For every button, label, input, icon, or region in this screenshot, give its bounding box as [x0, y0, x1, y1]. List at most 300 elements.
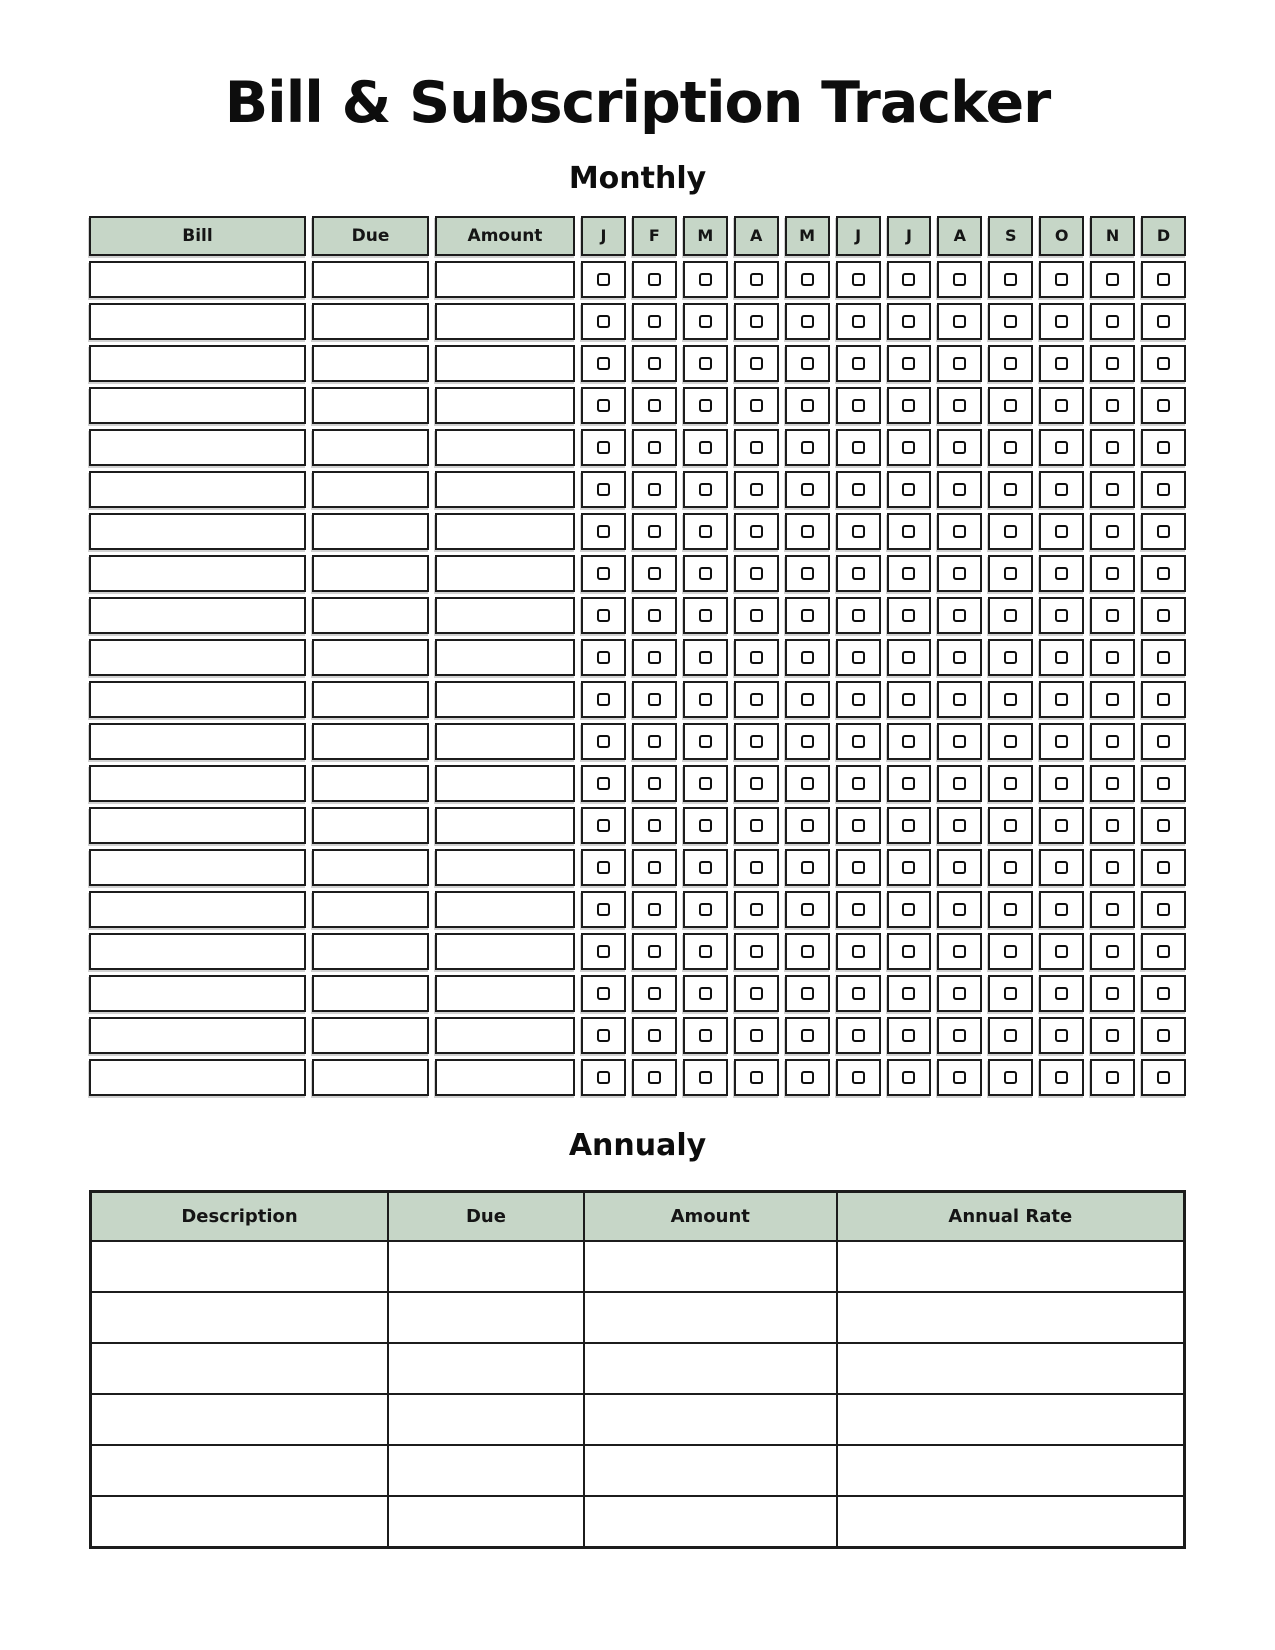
checkbox-icon[interactable] [699, 987, 712, 1000]
amount-cell[interactable] [435, 597, 575, 634]
checkbox-icon[interactable] [1055, 399, 1068, 412]
checkbox-icon[interactable] [648, 777, 661, 790]
checkbox-icon[interactable] [1157, 693, 1170, 706]
checkbox-icon[interactable] [1055, 315, 1068, 328]
annual-due-cell[interactable] [388, 1496, 584, 1547]
checkbox-icon[interactable] [801, 609, 814, 622]
checkbox-icon[interactable] [801, 273, 814, 286]
checkbox-icon[interactable] [902, 1071, 915, 1084]
annual-due-cell[interactable] [388, 1343, 584, 1394]
due-cell[interactable] [312, 723, 429, 760]
checkbox-icon[interactable] [953, 819, 966, 832]
checkbox-icon[interactable] [801, 567, 814, 580]
checkbox-icon[interactable] [852, 273, 865, 286]
annual-description-cell[interactable] [91, 1343, 389, 1394]
annual-due-cell[interactable] [388, 1394, 584, 1445]
checkbox-icon[interactable] [699, 1029, 712, 1042]
checkbox-icon[interactable] [750, 1071, 763, 1084]
due-cell[interactable] [312, 975, 429, 1012]
checkbox-icon[interactable] [1157, 861, 1170, 874]
checkbox-icon[interactable] [1106, 357, 1119, 370]
checkbox-icon[interactable] [1004, 945, 1017, 958]
checkbox-icon[interactable] [1157, 735, 1170, 748]
checkbox-icon[interactable] [1055, 651, 1068, 664]
checkbox-icon[interactable] [852, 357, 865, 370]
checkbox-icon[interactable] [648, 273, 661, 286]
checkbox-icon[interactable] [648, 483, 661, 496]
annual-description-cell[interactable] [91, 1394, 389, 1445]
amount-cell[interactable] [435, 681, 575, 718]
checkbox-icon[interactable] [902, 903, 915, 916]
checkbox-icon[interactable] [597, 441, 610, 454]
checkbox-icon[interactable] [902, 525, 915, 538]
bill-cell[interactable] [89, 555, 306, 592]
checkbox-icon[interactable] [953, 525, 966, 538]
checkbox-icon[interactable] [953, 861, 966, 874]
checkbox-icon[interactable] [801, 735, 814, 748]
checkbox-icon[interactable] [953, 399, 966, 412]
annual-due-cell[interactable] [388, 1241, 584, 1292]
checkbox-icon[interactable] [597, 1029, 610, 1042]
checkbox-icon[interactable] [1157, 903, 1170, 916]
checkbox-icon[interactable] [699, 651, 712, 664]
checkbox-icon[interactable] [1004, 609, 1017, 622]
due-cell[interactable] [312, 597, 429, 634]
annual-rate-cell[interactable] [837, 1292, 1185, 1343]
due-cell[interactable] [312, 1059, 429, 1096]
checkbox-icon[interactable] [648, 945, 661, 958]
checkbox-icon[interactable] [597, 693, 610, 706]
checkbox-icon[interactable] [852, 651, 865, 664]
bill-cell[interactable] [89, 597, 306, 634]
checkbox-icon[interactable] [902, 273, 915, 286]
amount-cell[interactable] [435, 1017, 575, 1054]
checkbox-icon[interactable] [1055, 567, 1068, 580]
checkbox-icon[interactable] [1157, 273, 1170, 286]
checkbox-icon[interactable] [801, 441, 814, 454]
checkbox-icon[interactable] [1106, 735, 1119, 748]
checkbox-icon[interactable] [902, 483, 915, 496]
amount-cell[interactable] [435, 807, 575, 844]
checkbox-icon[interactable] [1004, 693, 1017, 706]
checkbox-icon[interactable] [902, 567, 915, 580]
checkbox-icon[interactable] [1004, 273, 1017, 286]
checkbox-icon[interactable] [1055, 441, 1068, 454]
checkbox-icon[interactable] [1106, 441, 1119, 454]
checkbox-icon[interactable] [1157, 1029, 1170, 1042]
checkbox-icon[interactable] [699, 903, 712, 916]
bill-cell[interactable] [89, 261, 306, 298]
checkbox-icon[interactable] [699, 945, 712, 958]
checkbox-icon[interactable] [1106, 651, 1119, 664]
checkbox-icon[interactable] [852, 945, 865, 958]
checkbox-icon[interactable] [953, 945, 966, 958]
checkbox-icon[interactable] [648, 315, 661, 328]
checkbox-icon[interactable] [1157, 483, 1170, 496]
due-cell[interactable] [312, 261, 429, 298]
annual-amount-cell[interactable] [584, 1292, 837, 1343]
checkbox-icon[interactable] [1106, 567, 1119, 580]
annual-rate-cell[interactable] [837, 1496, 1185, 1547]
checkbox-icon[interactable] [801, 315, 814, 328]
annual-amount-cell[interactable] [584, 1241, 837, 1292]
checkbox-icon[interactable] [648, 693, 661, 706]
amount-cell[interactable] [435, 471, 575, 508]
checkbox-icon[interactable] [750, 441, 763, 454]
amount-cell[interactable] [435, 975, 575, 1012]
amount-cell[interactable] [435, 429, 575, 466]
checkbox-icon[interactable] [597, 819, 610, 832]
checkbox-icon[interactable] [801, 1071, 814, 1084]
checkbox-icon[interactable] [1055, 987, 1068, 1000]
annual-description-cell[interactable] [91, 1445, 389, 1496]
checkbox-icon[interactable] [597, 357, 610, 370]
checkbox-icon[interactable] [902, 609, 915, 622]
bill-cell[interactable] [89, 387, 306, 424]
due-cell[interactable] [312, 681, 429, 718]
amount-cell[interactable] [435, 387, 575, 424]
checkbox-icon[interactable] [1055, 1071, 1068, 1084]
checkbox-icon[interactable] [953, 735, 966, 748]
checkbox-icon[interactable] [597, 945, 610, 958]
checkbox-icon[interactable] [699, 357, 712, 370]
annual-amount-cell[interactable] [584, 1445, 837, 1496]
checkbox-icon[interactable] [1106, 273, 1119, 286]
checkbox-icon[interactable] [648, 1071, 661, 1084]
checkbox-icon[interactable] [902, 441, 915, 454]
annual-due-cell[interactable] [388, 1445, 584, 1496]
checkbox-icon[interactable] [597, 861, 610, 874]
checkbox-icon[interactable] [750, 525, 763, 538]
amount-cell[interactable] [435, 891, 575, 928]
checkbox-icon[interactable] [750, 651, 763, 664]
checkbox-icon[interactable] [801, 987, 814, 1000]
checkbox-icon[interactable] [1055, 861, 1068, 874]
checkbox-icon[interactable] [902, 945, 915, 958]
checkbox-icon[interactable] [750, 483, 763, 496]
bill-cell[interactable] [89, 975, 306, 1012]
checkbox-icon[interactable] [750, 735, 763, 748]
checkbox-icon[interactable] [1055, 357, 1068, 370]
checkbox-icon[interactable] [902, 861, 915, 874]
checkbox-icon[interactable] [801, 819, 814, 832]
bill-cell[interactable] [89, 765, 306, 802]
checkbox-icon[interactable] [953, 315, 966, 328]
checkbox-icon[interactable] [597, 525, 610, 538]
checkbox-icon[interactable] [902, 399, 915, 412]
checkbox-icon[interactable] [953, 777, 966, 790]
checkbox-icon[interactable] [1157, 525, 1170, 538]
checkbox-icon[interactable] [852, 567, 865, 580]
checkbox-icon[interactable] [597, 1071, 610, 1084]
checkbox-icon[interactable] [902, 315, 915, 328]
due-cell[interactable] [312, 849, 429, 886]
checkbox-icon[interactable] [1004, 987, 1017, 1000]
checkbox-icon[interactable] [699, 273, 712, 286]
amount-cell[interactable] [435, 933, 575, 970]
checkbox-icon[interactable] [1106, 609, 1119, 622]
checkbox-icon[interactable] [648, 1029, 661, 1042]
checkbox-icon[interactable] [801, 357, 814, 370]
checkbox-icon[interactable] [1157, 987, 1170, 1000]
checkbox-icon[interactable] [852, 483, 865, 496]
checkbox-icon[interactable] [750, 693, 763, 706]
checkbox-icon[interactable] [750, 903, 763, 916]
checkbox-icon[interactable] [902, 777, 915, 790]
due-cell[interactable] [312, 765, 429, 802]
bill-cell[interactable] [89, 891, 306, 928]
due-cell[interactable] [312, 933, 429, 970]
checkbox-icon[interactable] [1106, 777, 1119, 790]
due-cell[interactable] [312, 387, 429, 424]
checkbox-icon[interactable] [750, 357, 763, 370]
checkbox-icon[interactable] [1004, 651, 1017, 664]
checkbox-icon[interactable] [699, 567, 712, 580]
checkbox-icon[interactable] [1055, 483, 1068, 496]
checkbox-icon[interactable] [1157, 819, 1170, 832]
due-cell[interactable] [312, 639, 429, 676]
checkbox-icon[interactable] [1157, 315, 1170, 328]
due-cell[interactable] [312, 345, 429, 382]
checkbox-icon[interactable] [1055, 903, 1068, 916]
checkbox-icon[interactable] [852, 315, 865, 328]
checkbox-icon[interactable] [902, 987, 915, 1000]
checkbox-icon[interactable] [1106, 483, 1119, 496]
checkbox-icon[interactable] [852, 525, 865, 538]
checkbox-icon[interactable] [801, 861, 814, 874]
checkbox-icon[interactable] [1055, 525, 1068, 538]
checkbox-icon[interactable] [902, 651, 915, 664]
amount-cell[interactable] [435, 261, 575, 298]
checkbox-icon[interactable] [953, 987, 966, 1000]
annual-description-cell[interactable] [91, 1292, 389, 1343]
amount-cell[interactable] [435, 303, 575, 340]
checkbox-icon[interactable] [1157, 1071, 1170, 1084]
checkbox-icon[interactable] [750, 567, 763, 580]
checkbox-icon[interactable] [801, 945, 814, 958]
checkbox-icon[interactable] [1004, 315, 1017, 328]
checkbox-icon[interactable] [953, 651, 966, 664]
checkbox-icon[interactable] [902, 735, 915, 748]
checkbox-icon[interactable] [750, 399, 763, 412]
checkbox-icon[interactable] [597, 273, 610, 286]
checkbox-icon[interactable] [1004, 441, 1017, 454]
checkbox-icon[interactable] [1055, 693, 1068, 706]
annual-due-cell[interactable] [388, 1292, 584, 1343]
checkbox-icon[interactable] [597, 399, 610, 412]
checkbox-icon[interactable] [852, 1029, 865, 1042]
checkbox-icon[interactable] [1055, 819, 1068, 832]
checkbox-icon[interactable] [852, 987, 865, 1000]
checkbox-icon[interactable] [1157, 399, 1170, 412]
checkbox-icon[interactable] [953, 693, 966, 706]
checkbox-icon[interactable] [699, 609, 712, 622]
checkbox-icon[interactable] [953, 1029, 966, 1042]
checkbox-icon[interactable] [597, 777, 610, 790]
checkbox-icon[interactable] [801, 693, 814, 706]
checkbox-icon[interactable] [1004, 861, 1017, 874]
bill-cell[interactable] [89, 471, 306, 508]
checkbox-icon[interactable] [750, 861, 763, 874]
checkbox-icon[interactable] [1004, 819, 1017, 832]
checkbox-icon[interactable] [801, 483, 814, 496]
annual-amount-cell[interactable] [584, 1496, 837, 1547]
checkbox-icon[interactable] [1004, 903, 1017, 916]
checkbox-icon[interactable] [1055, 945, 1068, 958]
checkbox-icon[interactable] [597, 567, 610, 580]
checkbox-icon[interactable] [750, 1029, 763, 1042]
checkbox-icon[interactable] [699, 735, 712, 748]
amount-cell[interactable] [435, 345, 575, 382]
checkbox-icon[interactable] [1106, 861, 1119, 874]
bill-cell[interactable] [89, 723, 306, 760]
checkbox-icon[interactable] [852, 819, 865, 832]
checkbox-icon[interactable] [852, 777, 865, 790]
bill-cell[interactable] [89, 513, 306, 550]
checkbox-icon[interactable] [699, 315, 712, 328]
checkbox-icon[interactable] [1004, 1029, 1017, 1042]
amount-cell[interactable] [435, 765, 575, 802]
amount-cell[interactable] [435, 723, 575, 760]
checkbox-icon[interactable] [1004, 525, 1017, 538]
checkbox-icon[interactable] [1004, 399, 1017, 412]
checkbox-icon[interactable] [648, 819, 661, 832]
checkbox-icon[interactable] [699, 861, 712, 874]
checkbox-icon[interactable] [1106, 903, 1119, 916]
checkbox-icon[interactable] [699, 441, 712, 454]
checkbox-icon[interactable] [1106, 693, 1119, 706]
checkbox-icon[interactable] [648, 567, 661, 580]
due-cell[interactable] [312, 429, 429, 466]
checkbox-icon[interactable] [648, 525, 661, 538]
checkbox-icon[interactable] [699, 819, 712, 832]
checkbox-icon[interactable] [953, 567, 966, 580]
checkbox-icon[interactable] [648, 987, 661, 1000]
due-cell[interactable] [312, 1017, 429, 1054]
annual-amount-cell[interactable] [584, 1343, 837, 1394]
checkbox-icon[interactable] [699, 483, 712, 496]
checkbox-icon[interactable] [648, 441, 661, 454]
amount-cell[interactable] [435, 639, 575, 676]
checkbox-icon[interactable] [1106, 1029, 1119, 1042]
checkbox-icon[interactable] [902, 693, 915, 706]
checkbox-icon[interactable] [953, 273, 966, 286]
checkbox-icon[interactable] [597, 987, 610, 1000]
amount-cell[interactable] [435, 555, 575, 592]
checkbox-icon[interactable] [1055, 273, 1068, 286]
checkbox-icon[interactable] [852, 735, 865, 748]
checkbox-icon[interactable] [953, 1071, 966, 1084]
due-cell[interactable] [312, 555, 429, 592]
bill-cell[interactable] [89, 1059, 306, 1096]
checkbox-icon[interactable] [1055, 609, 1068, 622]
checkbox-icon[interactable] [852, 399, 865, 412]
bill-cell[interactable] [89, 639, 306, 676]
checkbox-icon[interactable] [852, 441, 865, 454]
checkbox-icon[interactable] [801, 525, 814, 538]
checkbox-icon[interactable] [750, 987, 763, 1000]
checkbox-icon[interactable] [750, 609, 763, 622]
checkbox-icon[interactable] [852, 693, 865, 706]
checkbox-icon[interactable] [648, 735, 661, 748]
bill-cell[interactable] [89, 303, 306, 340]
bill-cell[interactable] [89, 429, 306, 466]
checkbox-icon[interactable] [1004, 777, 1017, 790]
checkbox-icon[interactable] [1055, 735, 1068, 748]
annual-description-cell[interactable] [91, 1496, 389, 1547]
checkbox-icon[interactable] [1106, 945, 1119, 958]
checkbox-icon[interactable] [1157, 567, 1170, 580]
checkbox-icon[interactable] [1106, 399, 1119, 412]
checkbox-icon[interactable] [750, 777, 763, 790]
checkbox-icon[interactable] [902, 357, 915, 370]
checkbox-icon[interactable] [1004, 357, 1017, 370]
checkbox-icon[interactable] [953, 609, 966, 622]
checkbox-icon[interactable] [1004, 483, 1017, 496]
annual-rate-cell[interactable] [837, 1394, 1185, 1445]
amount-cell[interactable] [435, 513, 575, 550]
annual-rate-cell[interactable] [837, 1343, 1185, 1394]
due-cell[interactable] [312, 891, 429, 928]
checkbox-icon[interactable] [801, 1029, 814, 1042]
checkbox-icon[interactable] [801, 399, 814, 412]
checkbox-icon[interactable] [1106, 525, 1119, 538]
annual-rate-cell[interactable] [837, 1241, 1185, 1292]
checkbox-icon[interactable] [1004, 1071, 1017, 1084]
annual-description-cell[interactable] [91, 1241, 389, 1292]
checkbox-icon[interactable] [699, 1071, 712, 1084]
due-cell[interactable] [312, 303, 429, 340]
checkbox-icon[interactable] [1157, 357, 1170, 370]
checkbox-icon[interactable] [1055, 1029, 1068, 1042]
bill-cell[interactable] [89, 933, 306, 970]
checkbox-icon[interactable] [902, 819, 915, 832]
checkbox-icon[interactable] [597, 483, 610, 496]
checkbox-icon[interactable] [953, 903, 966, 916]
checkbox-icon[interactable] [597, 735, 610, 748]
checkbox-icon[interactable] [648, 651, 661, 664]
checkbox-icon[interactable] [801, 903, 814, 916]
checkbox-icon[interactable] [699, 399, 712, 412]
checkbox-icon[interactable] [1157, 777, 1170, 790]
checkbox-icon[interactable] [699, 693, 712, 706]
checkbox-icon[interactable] [597, 609, 610, 622]
checkbox-icon[interactable] [1106, 987, 1119, 1000]
checkbox-icon[interactable] [852, 861, 865, 874]
bill-cell[interactable] [89, 1017, 306, 1054]
due-cell[interactable] [312, 471, 429, 508]
checkbox-icon[interactable] [1004, 567, 1017, 580]
checkbox-icon[interactable] [597, 903, 610, 916]
checkbox-icon[interactable] [1004, 735, 1017, 748]
checkbox-icon[interactable] [699, 777, 712, 790]
checkbox-icon[interactable] [1055, 777, 1068, 790]
checkbox-icon[interactable] [648, 861, 661, 874]
checkbox-icon[interactable] [648, 609, 661, 622]
checkbox-icon[interactable] [597, 651, 610, 664]
checkbox-icon[interactable] [953, 441, 966, 454]
checkbox-icon[interactable] [953, 483, 966, 496]
checkbox-icon[interactable] [801, 777, 814, 790]
annual-amount-cell[interactable] [584, 1394, 837, 1445]
checkbox-icon[interactable] [852, 1071, 865, 1084]
bill-cell[interactable] [89, 681, 306, 718]
checkbox-icon[interactable] [852, 609, 865, 622]
checkbox-icon[interactable] [750, 273, 763, 286]
bill-cell[interactable] [89, 345, 306, 382]
checkbox-icon[interactable] [1106, 315, 1119, 328]
checkbox-icon[interactable] [750, 945, 763, 958]
